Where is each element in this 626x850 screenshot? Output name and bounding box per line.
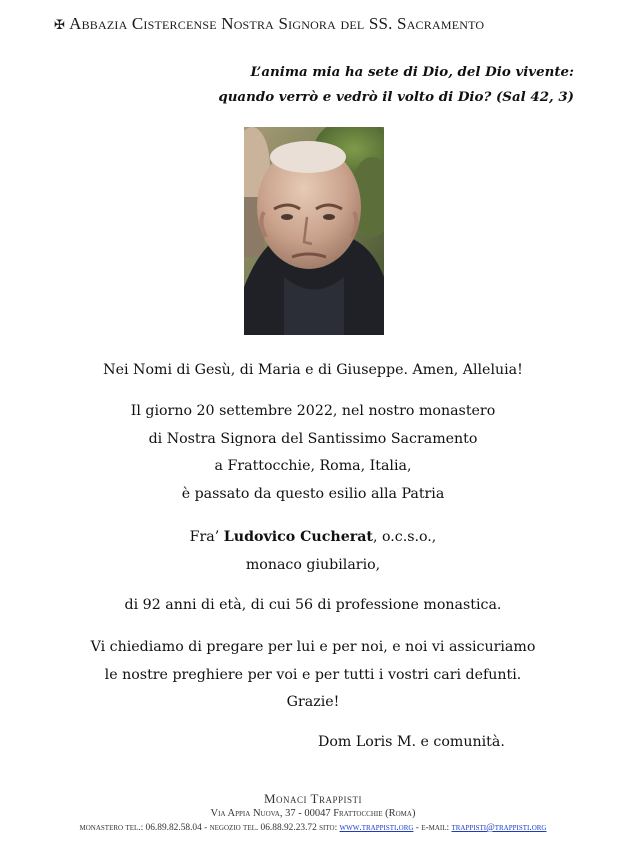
portrait-illustration	[244, 127, 384, 335]
footer-contacts	[0, 823, 626, 833]
signature: Dom Loris M. e comunità.	[318, 734, 505, 750]
email-link[interactable]: trappisti@trappisti.org	[451, 823, 547, 833]
invocation: Nei Nomi di Gesù, di Maria e di Giuseppe. Amen, Alleluia!	[103, 362, 523, 378]
footer-address: Via Appia Nuova, 37 - 00047 Frattocchie (Roma)	[210, 808, 416, 819]
footer-org: Monaci Trappisti	[263, 791, 363, 806]
age-line: di 92 anni di età, di cui 56 di professione monastica.	[124, 597, 502, 613]
contacts-mid: - e-mail:	[413, 823, 452, 833]
notice-line: è passato da questo esilio alla Patria	[181, 485, 445, 502]
abbey-header	[54, 14, 614, 34]
quote-line-2: quando verrò e vedrò il volto di Dio? (Sal 42, 3)	[218, 89, 574, 105]
deceased-name: Ludovico Cucherat	[223, 529, 373, 545]
maltese-cross-icon: ✠	[54, 17, 66, 32]
contacts-prefix: monastero tel.: 06.89.82.58.04 - negozio tel. 06.88.92.23.72 sito:	[79, 823, 340, 833]
name-prefix: Fra’	[189, 529, 224, 545]
death-notice	[0, 398, 626, 508]
portrait-photo	[244, 127, 384, 335]
deceased-name-line	[0, 524, 626, 552]
prayer-request	[0, 634, 626, 717]
quote-line-1: L’anima mia ha sete di Dio, del Dio vivente:	[250, 64, 574, 80]
website-link[interactable]: www.trappisti.org	[339, 823, 414, 833]
name-suffix: , o.c.s.o.,	[372, 529, 437, 545]
thanks: Grazie!	[286, 694, 340, 710]
request-line: Vi chiediamo di pregare per lui e per noi, e noi vi assicuriamo	[90, 639, 536, 655]
deceased-name-block	[0, 524, 626, 579]
request-line: le nostre preghiere per voi e per tutti i vostri cari defunti.	[104, 666, 522, 683]
notice-line: di Nostra Signora del Santissimo Sacramento	[148, 430, 478, 447]
abbey-title: Abbazia Cistercense Nostra Signora del SS. Sacramento	[69, 14, 485, 33]
notice-line: Il giorno 20 settembre 2022, nel nostro monastero	[130, 403, 496, 419]
deceased-role: monaco giubilario,	[245, 556, 381, 573]
notice-line: a Frattocchie, Roma, Italia,	[214, 458, 412, 474]
psalm-quote	[218, 60, 574, 110]
